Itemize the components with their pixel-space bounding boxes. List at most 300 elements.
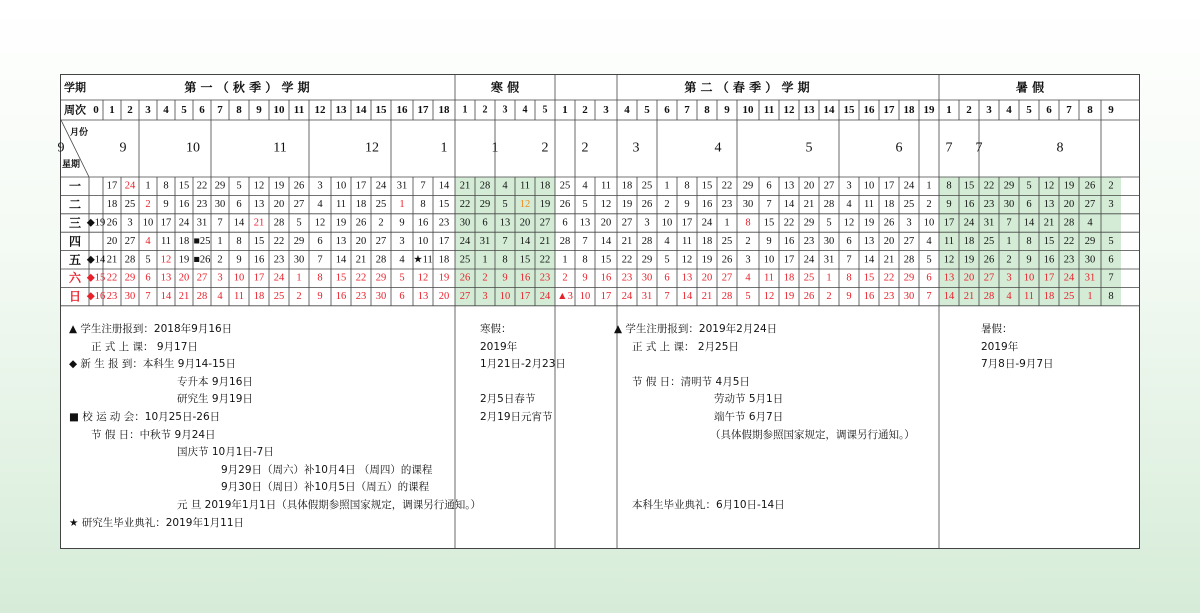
month-label: 1 xyxy=(440,140,448,156)
day-cell: 27 xyxy=(721,272,733,284)
month-label: 7 xyxy=(945,140,953,156)
week-number: 8 xyxy=(1087,104,1093,116)
day-cell: 19 xyxy=(539,199,551,211)
day-cell: 16 xyxy=(783,235,795,247)
day-cell: 2 xyxy=(926,199,932,211)
day-cell: 2 xyxy=(1006,254,1012,266)
note-line xyxy=(614,479,915,497)
day-cell: 22 xyxy=(983,180,995,192)
day-cell: 5 xyxy=(1108,235,1114,247)
day-cell: 19 xyxy=(1063,180,1075,192)
note-line: 9月29日（周六）补10月4日 （周四）的课程 xyxy=(221,463,433,476)
day-cell: 8 xyxy=(582,254,588,266)
day-cell: 4 xyxy=(502,180,508,192)
week-number: 7 xyxy=(684,104,690,116)
week-number: 2 xyxy=(127,104,133,116)
day-cell: 21 xyxy=(883,254,895,266)
week-number: 7 xyxy=(1066,104,1072,116)
day-cell: 6 xyxy=(317,235,323,247)
day-cell: 31 xyxy=(983,217,995,229)
day-cell: 14 xyxy=(943,291,955,303)
note-line: ▲ 学生注册报到：2019年2月24日 xyxy=(614,323,778,335)
day-cell: 16 xyxy=(178,199,190,211)
day-cell: 14 xyxy=(1023,217,1035,229)
day-cell: 10 xyxy=(923,217,935,229)
day-cell: 19 xyxy=(335,217,347,229)
zhouci-label: 周次 xyxy=(64,103,86,117)
day-cell: 25 xyxy=(459,254,471,266)
day-cell: 29 xyxy=(803,217,815,229)
weekday-label: 二 xyxy=(68,197,82,212)
month-label: 9 xyxy=(57,140,65,156)
day-cell: 14 xyxy=(681,291,693,303)
day-cell: 24 xyxy=(803,254,815,266)
day-cell: 8 xyxy=(420,199,426,211)
day-cell: 10 xyxy=(142,217,154,229)
day-cell: 3 xyxy=(745,254,751,266)
note-line: ◆ 新 生 报 到：本科生 9月14-15日 xyxy=(69,358,236,371)
day-cell: 26 xyxy=(459,272,471,284)
day-cell: 17 xyxy=(106,180,118,192)
day-cell: 21 xyxy=(963,291,975,303)
day-cell: 9 xyxy=(766,235,772,247)
day-cell: 7 xyxy=(766,199,772,211)
day-cell: 5 xyxy=(236,180,242,192)
note-line: 7月8日-9月7日 xyxy=(981,358,1054,371)
day-cell: 28 xyxy=(721,291,733,303)
week-number: 6 xyxy=(199,104,205,116)
day-cell: 25 xyxy=(803,272,815,284)
day-cell: 4 xyxy=(1006,291,1012,303)
day-cell: 25 xyxy=(983,235,995,247)
day-cell: 30 xyxy=(823,235,835,247)
day-cell: 2 xyxy=(562,272,568,284)
day-cell: 29 xyxy=(124,272,136,284)
day-cell: 14 xyxy=(863,254,875,266)
day-cell: 1 xyxy=(724,217,730,229)
day-cell: ■26 xyxy=(193,254,211,266)
day-cell: 13 xyxy=(943,272,955,284)
day-cell: 15 xyxy=(863,272,875,284)
note-line xyxy=(614,356,915,374)
week-number: 17 xyxy=(883,104,895,116)
day-cell: 20 xyxy=(803,180,815,192)
day-cell: 25 xyxy=(559,180,571,192)
day-cell: 11 xyxy=(600,180,612,192)
day-cell: 8 xyxy=(684,180,690,192)
day-cell: 28 xyxy=(559,235,571,247)
day-cell: 3 xyxy=(482,291,488,303)
day-cell: 27 xyxy=(903,235,915,247)
note-line: （具体假期参照国家规定，调课另行通知。） xyxy=(710,428,915,441)
day-cell: 29 xyxy=(293,235,305,247)
day-cell: 18 xyxy=(253,291,265,303)
day-cell: 14 xyxy=(438,180,450,192)
day-cell: 12 xyxy=(519,199,531,211)
day-cell: 13 xyxy=(783,180,795,192)
day-cell: 15 xyxy=(1043,235,1055,247)
day-cell: 23 xyxy=(355,291,367,303)
day-cell: 29 xyxy=(214,180,226,192)
day-cell: 27 xyxy=(539,217,551,229)
day-cell: 9 xyxy=(846,291,852,303)
day-cell: 16 xyxy=(863,291,875,303)
day-cell: 26 xyxy=(106,217,118,229)
day-cell: 2 xyxy=(217,254,223,266)
day-cell: 7 xyxy=(664,291,670,303)
day-cell: 29 xyxy=(1003,180,1015,192)
day-cell: 4 xyxy=(745,272,751,284)
day-cell: 24 xyxy=(124,180,136,192)
day-cell: 22 xyxy=(273,235,285,247)
week-number: 10 xyxy=(273,104,285,116)
note-line: 节 假 日：清明节 4月5日 xyxy=(632,375,750,388)
day-cell: 5 xyxy=(745,291,751,303)
day-cell: 7 xyxy=(1006,217,1012,229)
day-cell: 11 xyxy=(160,235,172,247)
day-cell: 13 xyxy=(1043,199,1055,211)
day-cell: 25 xyxy=(1063,291,1075,303)
month-label: 4 xyxy=(714,140,722,156)
day-cell: 24 xyxy=(539,291,551,303)
day-cell: 13 xyxy=(417,291,429,303)
day-cell: 27 xyxy=(1084,199,1096,211)
day-cell: 13 xyxy=(499,217,511,229)
week-number: 1 xyxy=(462,104,468,116)
day-cell: 16 xyxy=(519,272,531,284)
week-number: 18 xyxy=(903,104,915,116)
day-cell: 21 xyxy=(701,291,713,303)
day-cell: 30 xyxy=(641,272,653,284)
week-number: 14 xyxy=(823,104,835,116)
day-cell: ■25 xyxy=(193,235,211,247)
day-cell: 15 xyxy=(178,180,190,192)
day-cell: 20 xyxy=(963,272,975,284)
day-cell: 26 xyxy=(293,180,305,192)
note-line: 正 式 上 课： 2月25日 xyxy=(632,340,739,353)
day-cell: 30 xyxy=(375,291,387,303)
day-cell: 27 xyxy=(124,235,136,247)
day-cell: 21 xyxy=(253,217,265,229)
day-cell: 27 xyxy=(983,272,995,284)
day-cell: 19 xyxy=(438,272,450,284)
day-cell: 21 xyxy=(459,180,471,192)
day-cell: 17 xyxy=(883,180,895,192)
day-cell: 11 xyxy=(1023,291,1035,303)
day-cell: 10 xyxy=(417,235,429,247)
note-line xyxy=(614,444,915,462)
day-cell: 29 xyxy=(742,180,754,192)
day-cell: 17 xyxy=(355,180,367,192)
day-cell: 20 xyxy=(883,235,895,247)
day-cell: 11 xyxy=(943,235,955,247)
day-cell: 18 xyxy=(1043,291,1055,303)
day-cell: 7 xyxy=(582,235,588,247)
day-cell: 29 xyxy=(479,199,491,211)
day-cell: 19 xyxy=(963,254,975,266)
week-number: 2 xyxy=(582,104,588,116)
week-number: 1 xyxy=(562,104,568,116)
day-cell: 31 xyxy=(823,254,835,266)
day-cell: 19 xyxy=(178,254,190,266)
day-cell: 31 xyxy=(1084,272,1096,284)
winter-title: 寒 假 xyxy=(490,80,520,95)
day-cell: 9 xyxy=(582,272,588,284)
day-cell: 22 xyxy=(106,272,118,284)
day-cell: 6 xyxy=(1026,199,1032,211)
week-number: 4 xyxy=(624,104,630,116)
day-cell: 3 xyxy=(1108,199,1114,211)
day-cell: 14 xyxy=(160,291,172,303)
note-line: 研究生 9月19日 xyxy=(177,393,253,406)
week-number: 16 xyxy=(396,104,408,116)
day-cell: 17 xyxy=(681,217,693,229)
day-cell: 18 xyxy=(883,199,895,211)
day-cell: 1 xyxy=(1087,291,1093,303)
day-cell: 26 xyxy=(883,217,895,229)
notes-sem1 xyxy=(69,321,481,532)
day-cell: 28 xyxy=(641,235,653,247)
day-cell: 4 xyxy=(582,180,588,192)
day-cell: 21 xyxy=(178,291,190,303)
day-cell: 23 xyxy=(721,199,733,211)
weekday-label: 一 xyxy=(68,179,82,194)
day-cell: 17 xyxy=(160,217,172,229)
month-label: 7 xyxy=(975,140,983,156)
day-cell: 26 xyxy=(355,217,367,229)
day-cell: 4 xyxy=(1087,217,1093,229)
week-number: 9 xyxy=(724,104,730,116)
day-cell: 1 xyxy=(145,180,151,192)
day-cell: 12 xyxy=(160,254,172,266)
weekday-label: 三 xyxy=(68,216,82,230)
day-cell: 29 xyxy=(375,272,387,284)
month-label: 1 xyxy=(491,140,499,156)
day-cell: 25 xyxy=(721,235,733,247)
day-cell: 29 xyxy=(903,272,915,284)
week-number: 1 xyxy=(109,104,115,116)
day-cell: 5 xyxy=(1026,180,1032,192)
month-label: 10 xyxy=(186,140,200,156)
day-cell: 11 xyxy=(233,291,245,303)
day-cell: 2 xyxy=(826,291,832,303)
day-cell: 5 xyxy=(582,199,588,211)
day-cell: 31 xyxy=(396,180,408,192)
day-cell: 7 xyxy=(145,291,151,303)
day-cell: 12 xyxy=(600,199,612,211)
day-cell: 4 xyxy=(145,235,151,247)
note-line: 2月19日元宵节 xyxy=(480,410,553,423)
day-cell: 20 xyxy=(438,291,450,303)
note-line xyxy=(614,462,915,480)
day-cell: 3 xyxy=(1006,272,1012,284)
week-number: 17 xyxy=(417,104,429,116)
day-cell: 12 xyxy=(681,254,693,266)
day-cell: 12 xyxy=(943,254,955,266)
day-cell: 23 xyxy=(539,272,551,284)
day-cell: 6 xyxy=(562,217,568,229)
day-cell: 7 xyxy=(846,254,852,266)
day-cell: 1 xyxy=(217,235,223,247)
day-cell: 10 xyxy=(661,217,673,229)
note-line: 寒假： xyxy=(480,323,512,335)
day-cell: 26 xyxy=(803,291,815,303)
day-cell: 24 xyxy=(375,180,387,192)
note-line: 节 假 日：中秋节 9月24日 xyxy=(91,428,216,441)
day-cell: 28 xyxy=(196,291,208,303)
day-cell: 6 xyxy=(399,291,405,303)
day-cell: 22 xyxy=(459,199,471,211)
day-cell: 21 xyxy=(621,235,633,247)
day-cell: 6 xyxy=(1108,254,1114,266)
week-number: 12 xyxy=(783,104,795,116)
day-cell: 2 xyxy=(664,199,670,211)
day-cell: 5 xyxy=(826,217,832,229)
day-cell: 5 xyxy=(296,217,302,229)
day-cell: 20 xyxy=(1063,199,1075,211)
note-line: 正 式 上 课： 9月17日 xyxy=(91,340,198,353)
day-cell: 20 xyxy=(600,217,612,229)
day-cell: 8 xyxy=(946,180,952,192)
day-cell: 22 xyxy=(1063,235,1075,247)
day-cell: 16 xyxy=(963,199,975,211)
day-cell: 3 xyxy=(906,217,912,229)
day-cell: ★11 xyxy=(413,254,433,266)
day-cell: 13 xyxy=(335,235,347,247)
day-cell: 30 xyxy=(1003,199,1015,211)
week-number: 8 xyxy=(704,104,710,116)
day-cell: 23 xyxy=(438,217,450,229)
month-label: 2 xyxy=(541,140,549,156)
day-cell: 28 xyxy=(983,291,995,303)
day-cell: 12 xyxy=(417,272,429,284)
day-cell: 28 xyxy=(124,254,136,266)
day-cell: 9 xyxy=(684,199,690,211)
day-cell: 18 xyxy=(178,235,190,247)
day-cell: 3 xyxy=(644,217,650,229)
day-cell: 18 xyxy=(355,199,367,211)
day-cell: 2 xyxy=(378,217,384,229)
day-cell: ◆14 xyxy=(86,254,106,266)
day-cell: 25 xyxy=(273,291,285,303)
month-label: 3 xyxy=(632,140,640,156)
xueqi-label: 学期 xyxy=(64,81,86,94)
day-cell: 9 xyxy=(502,272,508,284)
day-cell: 19 xyxy=(273,180,285,192)
day-cell: 18 xyxy=(539,180,551,192)
day-cell: 21 xyxy=(1043,217,1055,229)
day-cell: 27 xyxy=(621,217,633,229)
day-cell: 9 xyxy=(946,199,952,211)
day-cell: 17 xyxy=(519,291,531,303)
day-cell: 20 xyxy=(273,199,285,211)
week-number: 11 xyxy=(293,104,305,116)
note-line: 1月21日-2月23日 xyxy=(480,358,566,371)
note-line xyxy=(480,374,566,392)
day-cell: 6 xyxy=(145,272,151,284)
note-line: 9月30日（周日）补10月5日（周五）的课程 xyxy=(221,481,430,494)
week-number: 5 xyxy=(644,104,650,116)
week-number: 8 xyxy=(236,104,242,116)
day-cell: 28 xyxy=(1063,217,1075,229)
day-cell: 16 xyxy=(335,291,347,303)
week-number: 3 xyxy=(603,104,609,116)
day-cell: 16 xyxy=(253,254,265,266)
day-cell: 29 xyxy=(641,254,653,266)
week-number: 19 xyxy=(923,104,935,116)
week-number: 5 xyxy=(542,104,548,116)
day-cell: 17 xyxy=(783,254,795,266)
week-number: 4 xyxy=(1006,104,1012,116)
day-cell: 10 xyxy=(763,254,775,266)
day-cell: 1 xyxy=(926,180,932,192)
day-cell: 8 xyxy=(846,272,852,284)
week-number: 0 xyxy=(93,104,99,116)
day-cell: 26 xyxy=(983,254,995,266)
week-number: 13 xyxy=(335,104,347,116)
day-cell: ▲3 xyxy=(557,291,573,303)
day-cell: 23 xyxy=(883,291,895,303)
day-cell: 19 xyxy=(621,199,633,211)
day-cell: 15 xyxy=(335,272,347,284)
day-cell: 7 xyxy=(217,217,223,229)
day-cell: 16 xyxy=(1043,254,1055,266)
day-cell: 21 xyxy=(539,235,551,247)
note-line: 专升本 9月16日 xyxy=(177,375,253,388)
day-cell: 11 xyxy=(681,235,693,247)
note-line: 国庆节 10月1日-7日 xyxy=(177,446,274,459)
day-cell: 22 xyxy=(196,180,208,192)
day-cell: 12 xyxy=(843,217,855,229)
sem1-title: 第 一 （ 秋 季 ） 学 期 xyxy=(184,80,310,95)
month-label: 5 xyxy=(805,140,813,156)
day-cell: 14 xyxy=(233,217,245,229)
day-cell: 13 xyxy=(579,217,591,229)
week-number: 4 xyxy=(163,104,169,116)
day-cell: 6 xyxy=(482,217,488,229)
day-cell: 6 xyxy=(766,180,772,192)
day-cell: 6 xyxy=(664,272,670,284)
day-cell: 21 xyxy=(803,199,815,211)
day-cell: 24 xyxy=(273,272,285,284)
day-cell: 2 xyxy=(1108,180,1114,192)
day-cell: 24 xyxy=(903,180,915,192)
week-number: 5 xyxy=(1026,104,1032,116)
day-cell: 10 xyxy=(233,272,245,284)
day-cell: 3 xyxy=(317,180,323,192)
day-cell: 23 xyxy=(273,254,285,266)
day-cell: 22 xyxy=(539,254,551,266)
day-cell: 30 xyxy=(742,199,754,211)
day-cell: 10 xyxy=(335,180,347,192)
week-number: 7 xyxy=(217,104,223,116)
day-cell: 9 xyxy=(317,291,323,303)
day-cell: 6 xyxy=(236,199,242,211)
week-number: 9 xyxy=(1108,104,1114,116)
note-line: 2019年 xyxy=(480,340,518,353)
day-cell: 5 xyxy=(145,254,151,266)
week-number: 3 xyxy=(986,104,992,116)
day-cell: 20 xyxy=(106,235,118,247)
day-cell: 11 xyxy=(519,180,531,192)
day-cell: 16 xyxy=(701,199,713,211)
week-number: 13 xyxy=(803,104,815,116)
day-cell: 3 xyxy=(217,272,223,284)
week-number: 6 xyxy=(664,104,670,116)
day-cell: 8 xyxy=(502,254,508,266)
day-cell: 1 xyxy=(664,180,670,192)
day-cell: 25 xyxy=(903,199,915,211)
